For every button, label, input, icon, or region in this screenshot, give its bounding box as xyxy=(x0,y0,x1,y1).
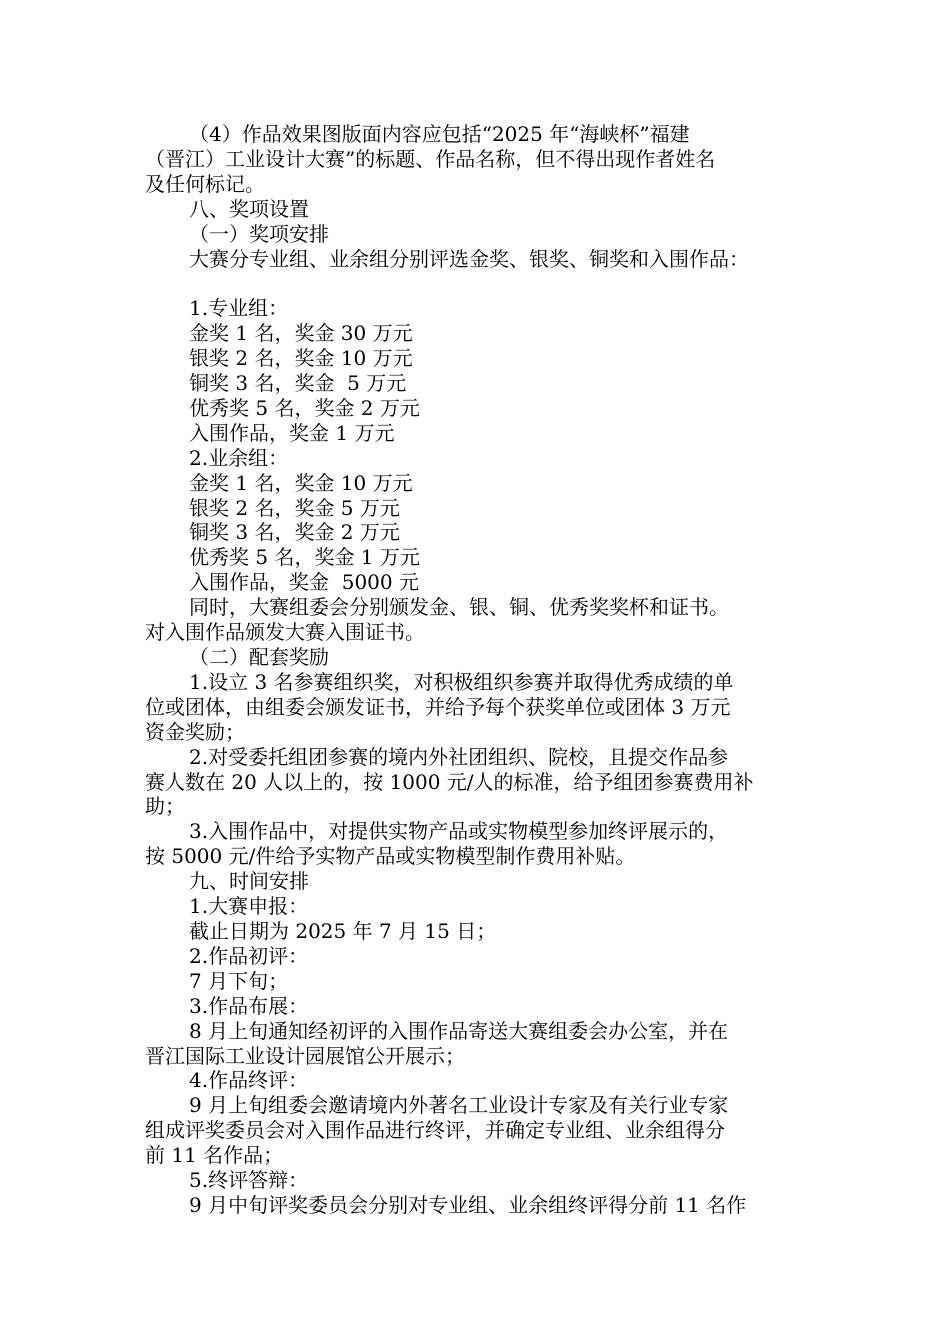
text-line: 4.作品终评： xyxy=(189,1068,309,1093)
text-line: 2.业余组： xyxy=(189,445,289,470)
text-line: （晋江）工业设计大赛”的标题、作品名称，但不得出现作者姓名 xyxy=(145,146,716,171)
text-line: 3.作品布展： xyxy=(189,993,309,1018)
text-line: 8 月上旬通知经初评的入围作品寄送大赛组委会办公室，并在 xyxy=(189,1018,729,1043)
text-line: 3.入围作品中，对提供实物产品或实物模型参加终评展示的， xyxy=(189,819,729,844)
text-line: 1.大赛申报： xyxy=(189,894,309,919)
text-line: 9 月中旬评奖委员会分别对专业组、业余组终评得分前 11 名作 xyxy=(189,1192,747,1217)
text-line: 5.终评答辩： xyxy=(189,1168,309,1193)
text-line: 1.专业组： xyxy=(189,296,289,321)
text-line: 按 5000 元/件给予实物产品或实物模型制作费用补贴。 xyxy=(145,844,636,869)
text-line: 金奖 1 名，奖金 30 万元 xyxy=(189,321,413,346)
text-line: 及任何标记。 xyxy=(145,171,265,196)
text-line: 银奖 2 名，奖金 10 万元 xyxy=(189,346,413,371)
text-line: 同时，大赛组委会分别颁发金、银、铜、优秀奖奖杯和证书。 xyxy=(189,595,729,620)
text-line: 优秀奖 5 名，奖金 2 万元 xyxy=(189,395,420,420)
text-line: （4）作品效果图版面内容应包括“2025 年“海峡杯”福建 xyxy=(189,122,690,146)
text-line: 7 月下旬； xyxy=(189,968,289,993)
text-line: 九、时间安排 xyxy=(189,869,309,894)
text-line: 赛人数在 20 人以上的，按 1000 元/人的标准，给予组团参赛费用补 xyxy=(145,769,754,794)
text-line: 2.对受委托组团参赛的境内外社团组织、院校，且提交作品参 xyxy=(189,744,729,769)
text-line: 1.设立 3 名参赛组织奖，对积极组织参赛并取得优秀成绩的单 xyxy=(189,669,734,694)
text-line xyxy=(145,271,810,296)
text-line: 对入围作品颁发大赛入围证书。 xyxy=(145,620,425,645)
text-line: 银奖 2 名，奖金 5 万元 xyxy=(189,495,400,520)
text-line: 组成评奖委员会对入围作品进行终评，并确定专业组、业余组得分 xyxy=(145,1118,725,1143)
text-line: （二）配套奖励 xyxy=(189,645,329,670)
text-line: 铜奖 3 名，奖金 2 万元 xyxy=(189,520,400,545)
text-line: 入围作品，奖金 1 万元 xyxy=(189,420,395,445)
text-line: 金奖 1 名，奖金 10 万元 xyxy=(189,470,413,495)
text-line: 资金奖励； xyxy=(145,719,245,744)
text-line: 优秀奖 5 名，奖金 1 万元 xyxy=(189,545,420,570)
text-line: 助； xyxy=(145,794,185,819)
text-line: 入围作品，奖金 5000 元 xyxy=(189,570,419,595)
text-line: 八、奖项设置 xyxy=(189,196,309,221)
text-line: 晋江国际工业设计园展馆公开展示； xyxy=(145,1043,465,1068)
text-line: 截止日期为 2025 年 7 月 15 日； xyxy=(189,918,497,943)
text-line: 铜奖 3 名，奖金 5 万元 xyxy=(189,371,407,396)
text-line: 大赛分专业组、业余组分别评选金奖、银奖、铜奖和入围作品： xyxy=(189,246,749,271)
text-line: （一）奖项安排 xyxy=(189,221,329,246)
text-line: 9 月上旬组委会邀请境内外著名工业设计专家及有关行业专家 xyxy=(189,1093,729,1118)
text-line: 位或团体，由组委会颁发证书，并给予每个获奖单位或团体 3 万元 xyxy=(145,694,731,719)
document-page xyxy=(145,122,810,1218)
text-line: 前 11 名作品； xyxy=(145,1143,284,1168)
text-line: 2.作品初评： xyxy=(189,943,309,968)
